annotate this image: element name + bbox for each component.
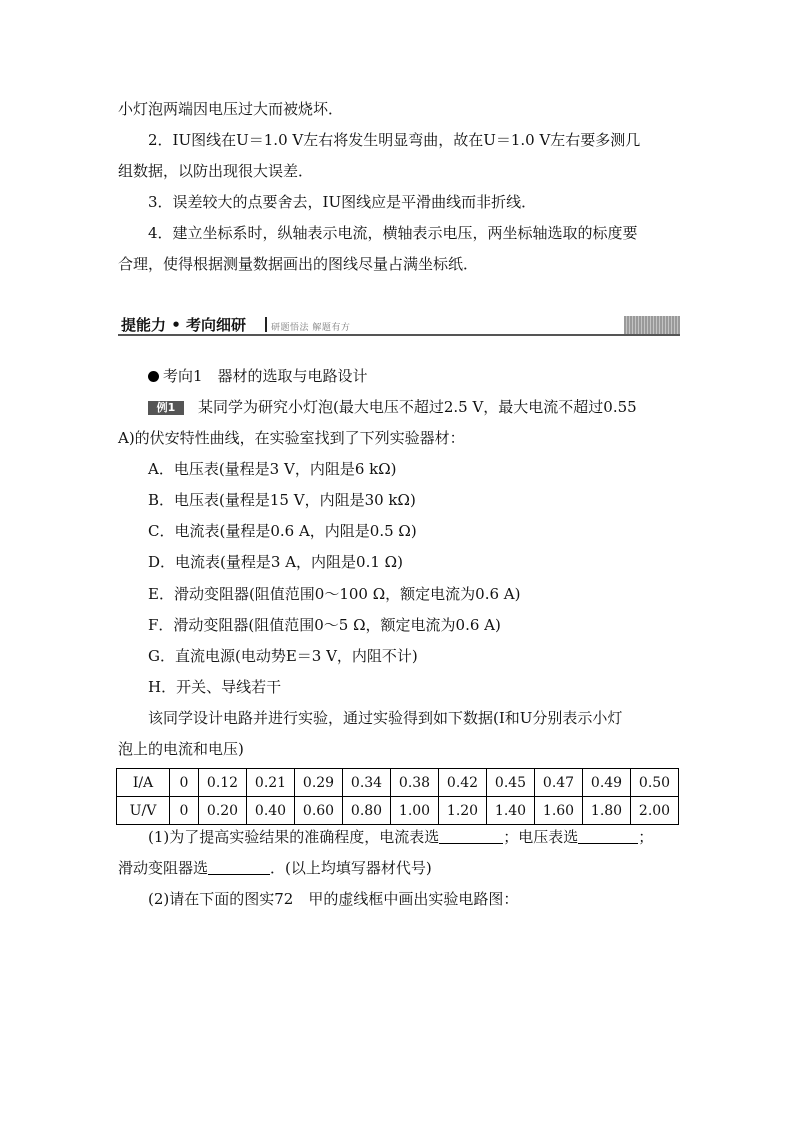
direction-heading xyxy=(148,366,368,386)
table-cell: 1.80 xyxy=(583,797,631,825)
section-rule xyxy=(118,334,680,336)
row-header: I/A xyxy=(117,769,170,797)
table-row xyxy=(117,769,679,797)
table-cell: 2.00 xyxy=(631,797,679,825)
table-cell: 0.29 xyxy=(295,769,343,797)
option-item: A．电压表(量程是3 V，内阻是6 kΩ) xyxy=(148,460,397,478)
table-cell: 1.20 xyxy=(439,797,487,825)
section-divider xyxy=(265,317,267,332)
table-cell: 0.20 xyxy=(199,797,247,825)
table-cell: 0.47 xyxy=(535,769,583,797)
question-2-line: (2)请在下面的图实72 甲的虚线框中画出实验电路图： xyxy=(148,890,519,908)
table-cell: 0.40 xyxy=(247,797,295,825)
answer-blank-ammeter[interactable] xyxy=(439,829,503,844)
table-cell: 0.21 xyxy=(247,769,295,797)
table-cell: 0.50 xyxy=(631,769,679,797)
table-cell: 0.42 xyxy=(439,769,487,797)
option-item: C．电流表(量程是0.6 A，内阻是0.5 Ω) xyxy=(148,522,417,540)
table-cell: 0.45 xyxy=(487,769,535,797)
text-line: 组数据，以防出现很大误差． xyxy=(118,162,314,180)
text-line: 4．建立坐标系时，纵轴表示电流，横轴表示电压，两坐标轴选取的标度要 xyxy=(148,224,638,242)
table-cell: 0 xyxy=(170,797,199,825)
text-line: 3．误差较大的点要舍去，IU图线应是平滑曲线而非折线． xyxy=(148,193,537,211)
answer-blank-voltmeter[interactable] xyxy=(578,829,638,844)
option-item: G．直流电源(电动势E＝3 V，内阻不计) xyxy=(148,647,418,665)
text-line: 该同学设计电路并进行实验，通过实验得到如下数据(I和U分别表示小灯 xyxy=(148,709,623,727)
example-badge: 例1 xyxy=(148,401,184,415)
table-cell: 0.80 xyxy=(343,797,391,825)
section-header-band xyxy=(118,314,680,336)
table-cell: 0 xyxy=(170,769,199,797)
data-table xyxy=(116,768,679,825)
question-1-line xyxy=(118,858,432,878)
q1-text: 滑动变阻器选 xyxy=(118,859,209,877)
section-subtitle: 研题悟法 解题有方 xyxy=(271,323,351,333)
table-cell: 0.12 xyxy=(199,769,247,797)
option-item: F．滑动变阻器(阻值范围0～5 Ω，额定电流为0.6 A) xyxy=(148,616,501,634)
table-cell: 1.60 xyxy=(535,797,583,825)
text-line: A)的伏安特性曲线，在实验室找到了下列实验器材： xyxy=(118,429,465,447)
q1-text: (1)为了提高实验结果的准确程度，电流表选 xyxy=(148,828,440,846)
table-cell: 0.49 xyxy=(583,769,631,797)
table-cell: 1.00 xyxy=(391,797,439,825)
row-header: U/V xyxy=(117,797,170,825)
table-cell: 0.38 xyxy=(391,769,439,797)
example-text: 某同学为研究小灯泡(最大电压不超过2.5 V，最大电流不超过0.55 xyxy=(198,398,637,416)
question-1-line xyxy=(148,827,653,847)
section-title: 提能力 • 考向细研 xyxy=(121,316,247,334)
answer-blank-rheostat[interactable] xyxy=(208,860,270,875)
table-cell: 0.34 xyxy=(343,769,391,797)
text-line: 2．IU图线在U＝1.0 V左右将发生明显弯曲，故在U＝1.0 V左右要多测几 xyxy=(148,131,641,149)
table-row xyxy=(117,797,679,825)
text-line: 合理，使得根据测量数据画出的图线尽量占满坐标纸． xyxy=(118,255,479,273)
q1-text: ．(以上均填写器材代号) xyxy=(270,859,432,877)
table-cell: 1.40 xyxy=(487,797,535,825)
bullet-dot-icon xyxy=(148,371,159,382)
option-item: D．电流表(量程是3 A，内阻是0.1 Ω) xyxy=(148,553,403,571)
table-cell: 0.60 xyxy=(295,797,343,825)
option-item: H．开关、导线若干 xyxy=(148,678,282,696)
example-line xyxy=(148,397,637,417)
option-item: B．电压表(量程是15 V，内阻是30 kΩ) xyxy=(148,491,416,509)
text-line: 泡上的电流和电压) xyxy=(118,740,244,758)
q1-text: ； xyxy=(638,828,654,846)
text-line: 小灯泡两端因电压过大而被烧坏． xyxy=(118,100,344,118)
decorative-hatch-block xyxy=(624,316,680,334)
direction-text: 考向1 器材的选取与电路设计 xyxy=(163,367,368,385)
option-item: E．滑动变阻器(阻值范围0～100 Ω，额定电流为0.6 A) xyxy=(148,585,521,603)
q1-text: ；电压表选 xyxy=(503,828,579,846)
